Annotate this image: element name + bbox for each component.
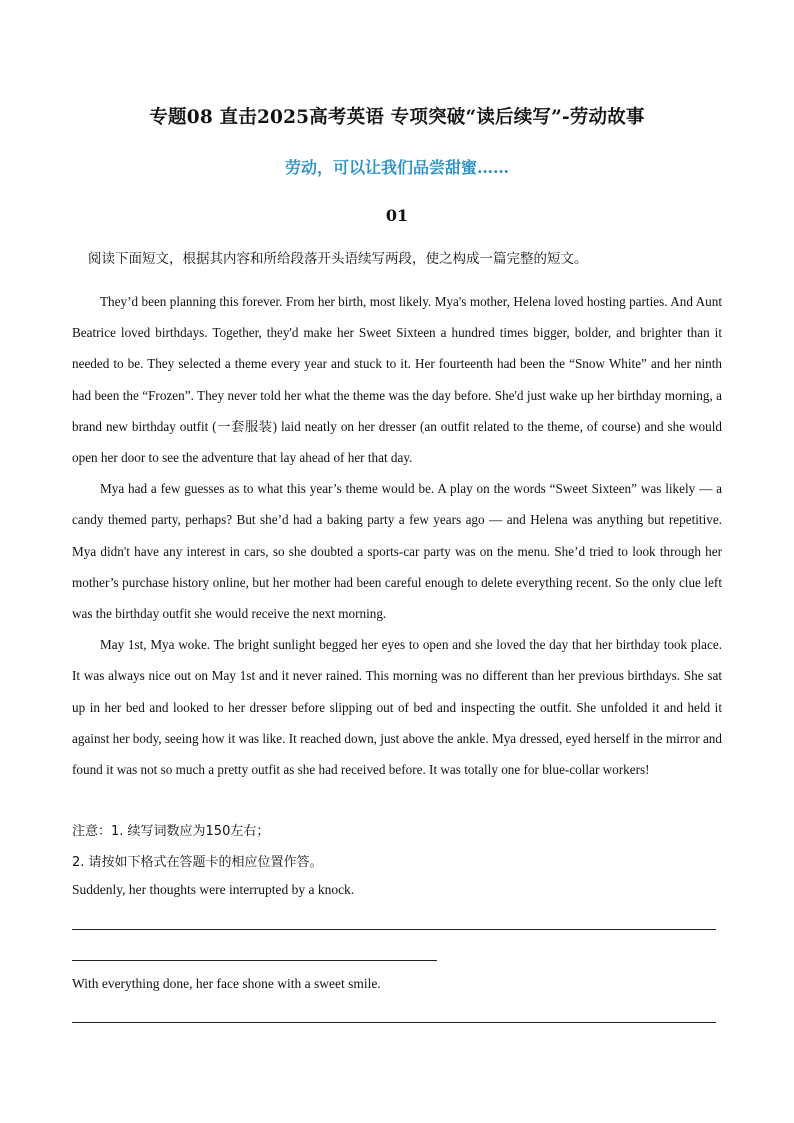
reading-passage bbox=[72, 286, 722, 785]
passage-paragraph: May 1st, Mya woke. The bright sunlight begged her eyes to open and she loved the day that her birthday took place. It was always nice out on May 1st and it never rained. This morning was no different than her previous birthdays. She sat up in her bed and looked to her dresser before slipping out of bed and inspecting the outfit. She unfolded it and held it against her body, seeing how it was like. It reached down, just above the ankle. Mya dressed, eyed herself in the mirror and found it was not so much a pretty outfit as she had received before. It was totally one for blue-collar workers! bbox=[72, 637, 722, 778]
page-title: 专题08 直击2025高考英语 专项突破“读后续写”-劳动故事 bbox=[149, 107, 645, 128]
task-instruction: 阅读下面短文，根据其内容和所给段落开头语续写两段，使之构成一篇完整的短文。 bbox=[88, 251, 588, 267]
note-format: 2. 请按如下格式在答题卡的相应位置作答。 bbox=[72, 855, 323, 870]
passage-paragraph: They’d been planning this forever. From her birth, most likely. Mya's mother, Helena loved hosting parties. And Aunt Beatrice loved birthdays. Together, they'd make her Sweet Sixteen a hundred times bigger, bolder, and brighter than it needed to be. They selected a theme every year and stuck to it. Her fourteenth had been the “Snow White” and her ninth had been the “Frozen”. They never told her what the theme was the day before. She'd just wake up her birthday morning, a brand new birthday outfit (一套服装) laid neatly on her dresser (an outfit related to the theme, of course) and she would open her door to see the adventure that lay ahead of her that day. bbox=[72, 294, 722, 466]
answer-line bbox=[72, 960, 437, 961]
note-word-count: 注意：1. 续写词数应为150左右； bbox=[72, 824, 270, 839]
continuation-lead-1: Suddenly, her thoughts were interrupted by a knock. bbox=[72, 882, 355, 897]
passage-paragraph: Mya had a few guesses as to what this year’s theme would be. A play on the words “Sweet Sixteen” was likely — a candy themed party, perhaps? But she’d had a baking party a few years ago — and Helena was anything but repetitive. Mya didn't have any interest in cars, so she doubted a sports-car party was on the menu. She’d tried to look through her mother’s purchase history online, but her mother had been careful enough to delete everything recent. So the only clue left was the birthday outfit she would receive the next morning. bbox=[72, 481, 722, 622]
continuation-lead-2: With everything done, her face shone with a sweet smile. bbox=[72, 976, 381, 991]
answer-line bbox=[72, 1022, 716, 1023]
answer-line bbox=[72, 929, 716, 930]
section-number: 01 bbox=[385, 206, 409, 225]
page-subtitle: 劳动，可以让我们品尝甜蜜…… bbox=[284, 158, 509, 177]
